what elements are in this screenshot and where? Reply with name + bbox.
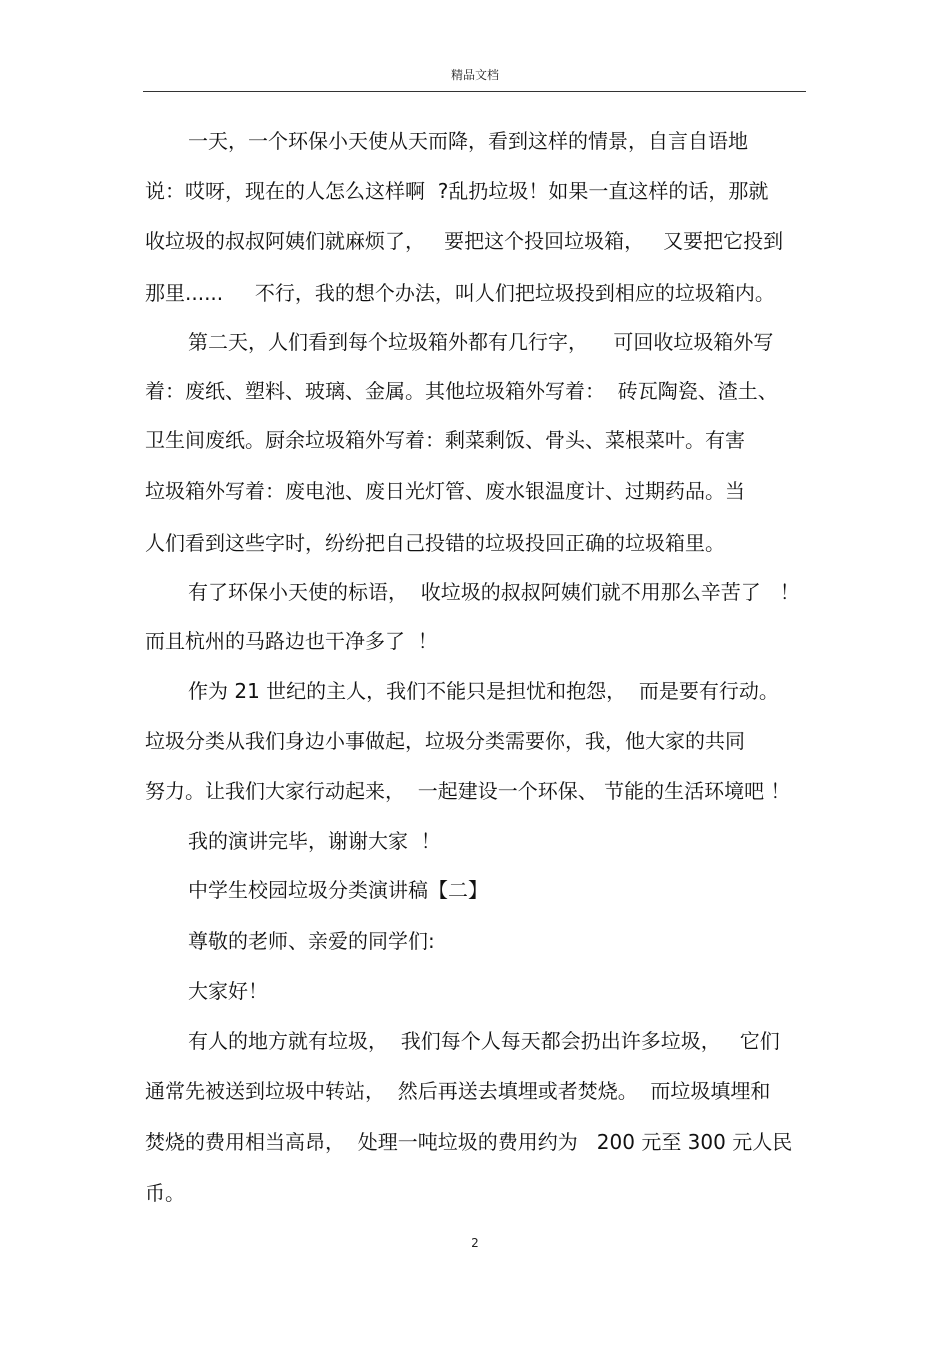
text-line: 垃圾分类从我们身边小事做起，垃圾分类需要你，我，他大家的共同 [145, 729, 745, 753]
text-line: 尊敬的老师、亲爱的同学们: [188, 929, 435, 953]
text-line: 作为 21 世纪的主人，我们不能只是担忧和抱怨， 而是要有行动。 [188, 679, 779, 703]
text-line: 通常先被送到垃圾中转站， 然后再送去填埋或者焚烧。 而垃圾填埋和 [145, 1079, 771, 1103]
text-line: 那里...... 不行，我的想个办法，叫人们把垃圾投到相应的垃圾箱内。 [145, 281, 775, 305]
text-line: 有了环保小天使的标语， 收垃圾的叔叔阿姨们就不用那么辛苦了 ！ [188, 580, 800, 604]
text-line: 说：哎呀，现在的人怎么这样啊 ?乱扔垃圾！如果一直这样的话，那就 [145, 179, 769, 203]
text-line: 大家好！ [188, 979, 268, 1003]
text-line: 第二天，人们看到每个垃圾箱外都有几行字， 可回收垃圾箱外写 [188, 330, 774, 354]
text-line: 有人的地方就有垃圾， 我们每个人每天都会扔出许多垃圾， 它们 [188, 1029, 780, 1053]
page-header: 精品文档 [450, 68, 499, 82]
text-line: 努力。让我们大家行动起来， 一起建设一个环保、 节能的生活环境吧 ！ [145, 779, 791, 803]
text-line: 卫生间废纸。厨余垃圾箱外写着：剩菜剩饭、骨头、菜根菜叶。有害 [145, 428, 745, 452]
text-line: 我的演讲完毕，谢谢大家 ！ [188, 829, 441, 853]
text-line: 一天，一个环保小天使从天而降，看到这样的情景，自言自语地 [188, 129, 748, 153]
section-heading: 中学生校园垃圾分类演讲稿【二】 [188, 878, 488, 902]
text-line: 垃圾箱外写着：废电池、废日光灯管、废水银温度计、过期药品。当 [145, 479, 745, 503]
text-line: 着：废纸、塑料、玻璃、金属。其他垃圾箱外写着： 砖瓦陶瓷、渣土、 [145, 379, 778, 403]
text-line: 币。 [145, 1181, 185, 1205]
text-line: 焚烧的费用相当高昂， 处理一吨垃圾的费用约为 200 元至 300 元人民 [145, 1130, 793, 1154]
page-number: 2 [471, 1236, 479, 1250]
text-line: 而且杭州的马路边也干净多了 ！ [145, 629, 438, 653]
text-line: 人们看到这些字时，纷纷把自己投错的垃圾投回正确的垃圾箱里。 [145, 531, 725, 555]
header-divider [143, 91, 806, 92]
text-line: 收垃圾的叔叔阿姨们就麻烦了， 要把这个投回垃圾箱， 又要把它投到 [145, 229, 784, 253]
